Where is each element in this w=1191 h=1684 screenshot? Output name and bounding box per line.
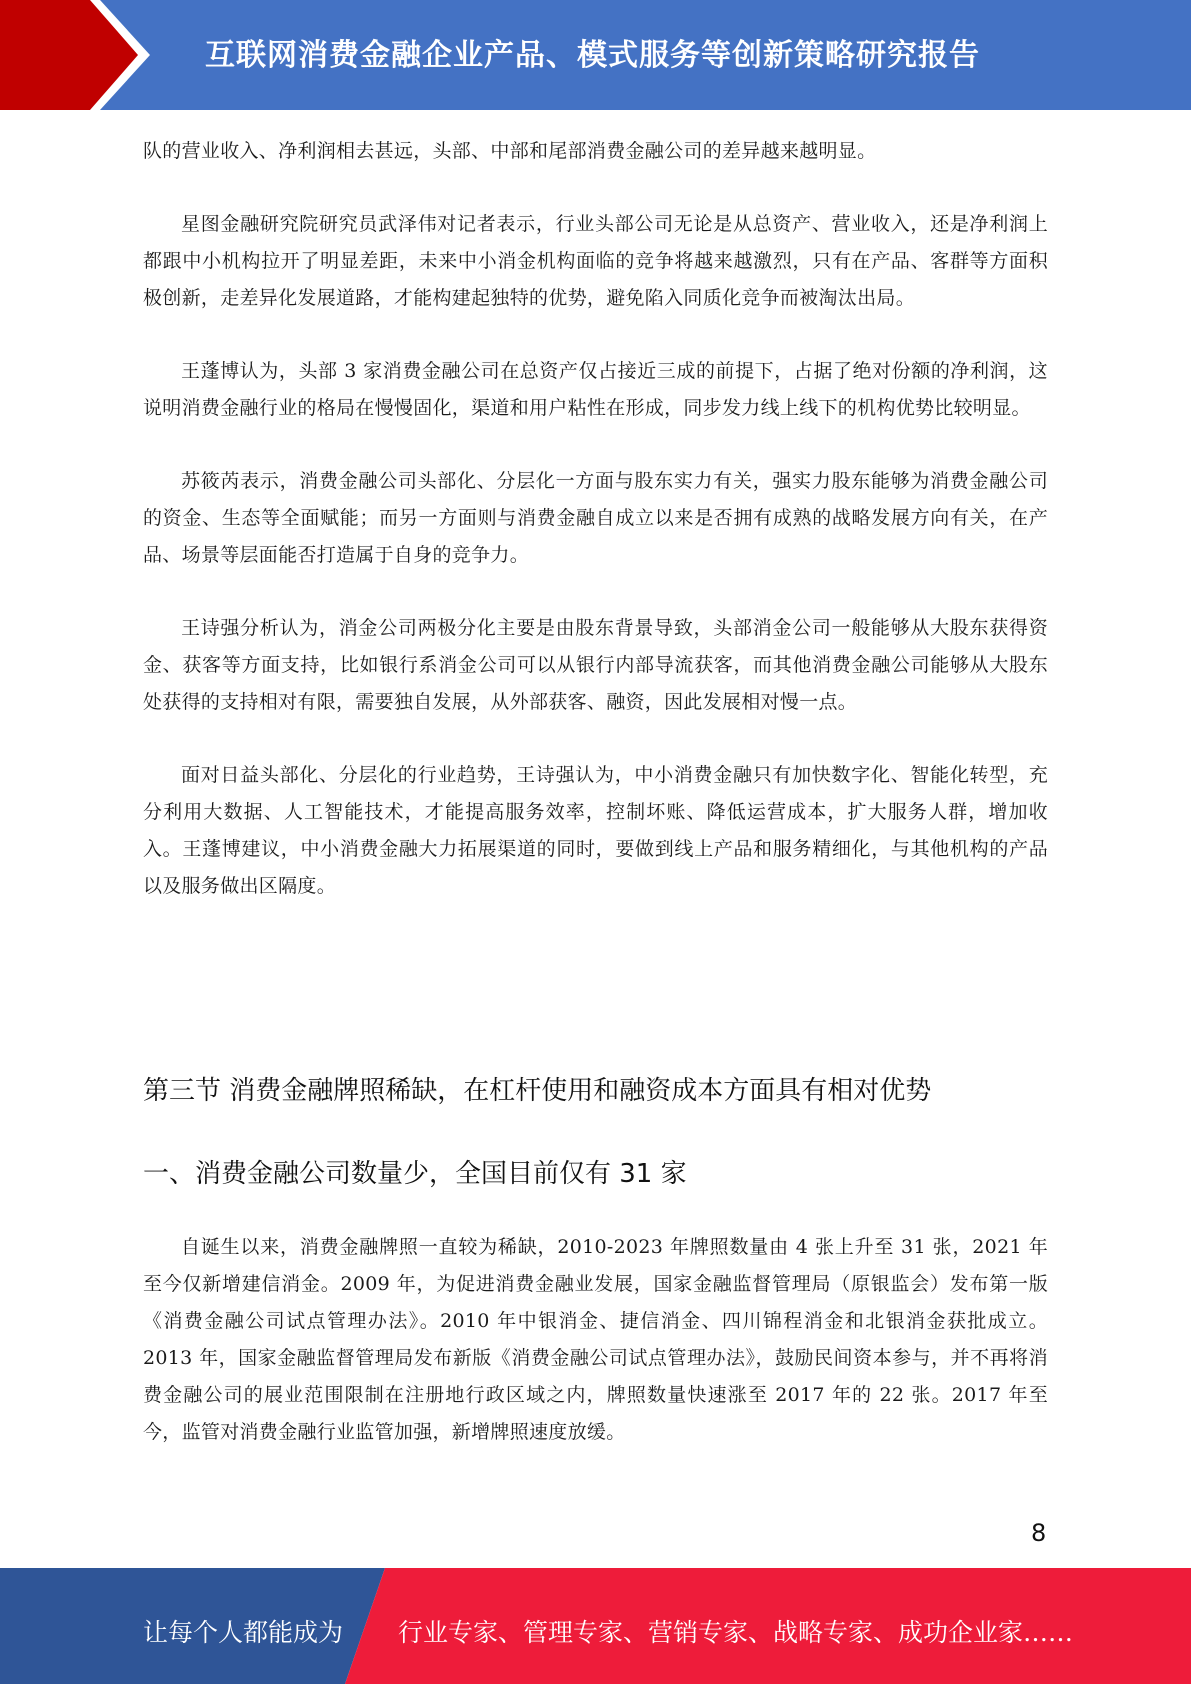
paragraph: 王蓬博认为，头部 3 家消费金融公司在总资产仅占接近三成的前提下，占据了绝对份额的净利润，这说明消费金融行业的格局在慢慢固化，渠道和用户粘性在形成，同步发力线上线下的机构优势比较明显。 [143,360,1048,419]
report-title: 互联网消费金融企业产品、模式服务等创新策略研究报告 [205,38,980,73]
paragraph: 星图金融研究院研究员武泽伟对记者表示，行业头部公司无论是从总资产、营业收入，还是净利润上都跟中小机构拉开了明显差距，未来中小消金机构面临的竞争将越来越激烈，只有在产品、客群等方面积极创新，走差异化发展道路，才能构建起独特的优势，避免陷入同质化竞争而被淘汰出局。 [143,213,1048,309]
subsection-heading: 一、消费金融公司数量少，全国目前仅有 31 家 [143,1159,687,1189]
section-content [143,1229,1048,1487]
paragraph: 苏筱芮表示，消费金融公司头部化、分层化一方面与股东实力有关，强实力股东能够为消费金融公司的资金、生态等全面赋能；而另一方面则与消费金融自成立以来是否拥有成熟的战略发展方向有关，在产品、场景等层面能否打造属于自身的竞争力。 [143,470,1048,566]
paragraph: 王诗强分析认为，消金公司两极分化主要是由股东背景导致，头部消金公司一般能够从大股东获得资金、获客等方面支持，比如银行系消金公司可以从银行内部导流获客，而其他消费金融公司能够从大股东处获得的支持相对有限，需要独自发展，从外部获客、融资，因此发展相对慢一点。 [143,617,1048,713]
paragraph-continuation: 队的营业收入、净利润相去甚远，头部、中部和尾部消费金融公司的差异越来越明显。 [143,140,877,162]
section-heading: 第三节 消费金融牌照稀缺，在杠杆使用和融资成本方面具有相对优势 [143,1076,932,1106]
main-content [143,133,1048,941]
page-number: 8 [1031,1519,1047,1547]
header-banner [0,0,1191,110]
header-arrow-icon [0,0,160,110]
footer-slogan-right: 行业专家、管理专家、营销专家、战略专家、成功企业家…… [398,1618,1074,1647]
footer-banner [0,1568,1191,1684]
paragraph: 面对日益头部化、分层化的行业趋势，王诗强认为，中小消费金融只有加快数字化、智能化转型，充分利用大数据、人工智能技术，才能提高服务效率，控制坏账、降低运营成本，扩大服务人群，增加收入。王蓬博建议，中小消费金融大力拓展渠道的同时，要做到线上产品和服务精细化，与其他机构的产品以及服务做出区隔度。 [143,764,1048,897]
footer-slogan-left: 让每个人都能成为 [143,1618,344,1647]
paragraph: 自诞生以来，消费金融牌照一直较为稀缺，2010-2023 年牌照数量由 4 张上升至 31 张，2021 年至今仅新增建信消金。2009 年，为促进消费金融业发展，国家金融监督管理局（原银监会）发布第一版《消费金融公司试点管理办法》。2010 年中银消金、捷信消金、四川锦程消金和北银消金获批成立。2013 年，国家金融监督管理局发布新版《消费金融公司试点管理办法》，鼓励民间资本参与，并不再将消费金融公司的展业范围限制在注册地行政区域之内，牌照数量快速涨至 2017 年的 22 张。2017 年至今，监管对消费金融行业监管加强，新增牌照速度放缓。 [143,1236,1048,1443]
